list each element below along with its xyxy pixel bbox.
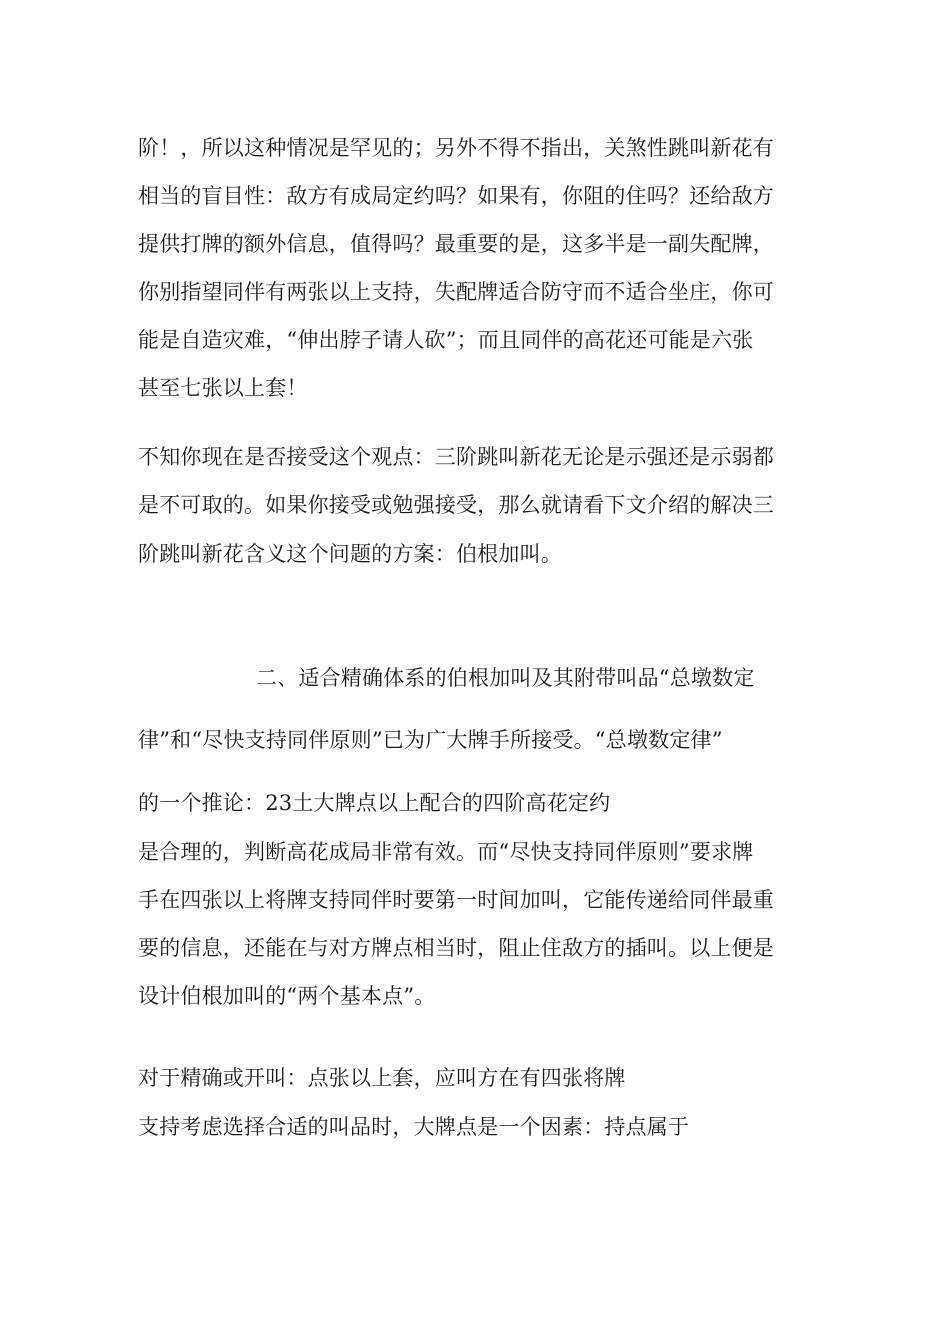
text-line: 支持考虑选择合适的叫品时，大牌点是一个因素：持点属于 bbox=[138, 1115, 690, 1139]
text-line: 对于精确或开叫：点张以上套，应叫方在有四张将牌 bbox=[138, 1066, 626, 1090]
text-line: 相当的盲目性：敌方有成局定约吗？如果有，你阻的住吗？还给敌方 bbox=[138, 184, 774, 208]
text-line: 不知你现在是否接受这个观点：三阶跳叫新花无论是示强还是示弱都 bbox=[138, 445, 774, 469]
text-line: 设计伯根加叫的“两个基本点”。 bbox=[138, 984, 436, 1008]
text-line: 提供打牌的额外信息，值得吗？最重要的是，这多半是一副失配牌， bbox=[138, 232, 774, 256]
text-line: 你别指望同伴有两张以上支持，失配牌适合防守而不适合坐庄，你可 bbox=[138, 280, 774, 304]
text-line: 甚至七张以上套！ bbox=[138, 376, 308, 400]
section-heading: 二、适合精确体系的伯根加叫及其附带叫品“总墩数定 bbox=[256, 666, 755, 690]
text-line: 律”和“尽快支持同伴原则”已为广大牌手所接受。“总墩数定律” bbox=[138, 728, 723, 752]
text-line: 阶跳叫新花含义这个问题的方案：伯根加叫。 bbox=[138, 542, 562, 566]
text-line: 要的信息，还能在与对方牌点相当时，阻止住敌方的插叫。以上便是 bbox=[138, 936, 774, 960]
text-line: 是不可取的。如果你接受或勉强接受，那么就请看下文介绍的解决三 bbox=[138, 493, 774, 517]
text-line: 的一个推论：23土大牌点以上配合的四阶高花定约 bbox=[138, 791, 611, 815]
text-line: 阶！，所以这种情况是罕见的；另外不得不指出，关煞性跳叫新花有 bbox=[138, 136, 774, 160]
text-line: 能是自造灾难，“伸出脖子请人砍”；而且同伴的高花还可能是六张 bbox=[138, 328, 754, 352]
text-line: 手在四张以上将牌支持同伴时要第一时间加叫，它能传递给同伴最重 bbox=[138, 888, 774, 912]
text-line: 是合理的，判断高花成局非常有效。而“尽快支持同伴原则”要求牌 bbox=[138, 840, 754, 864]
